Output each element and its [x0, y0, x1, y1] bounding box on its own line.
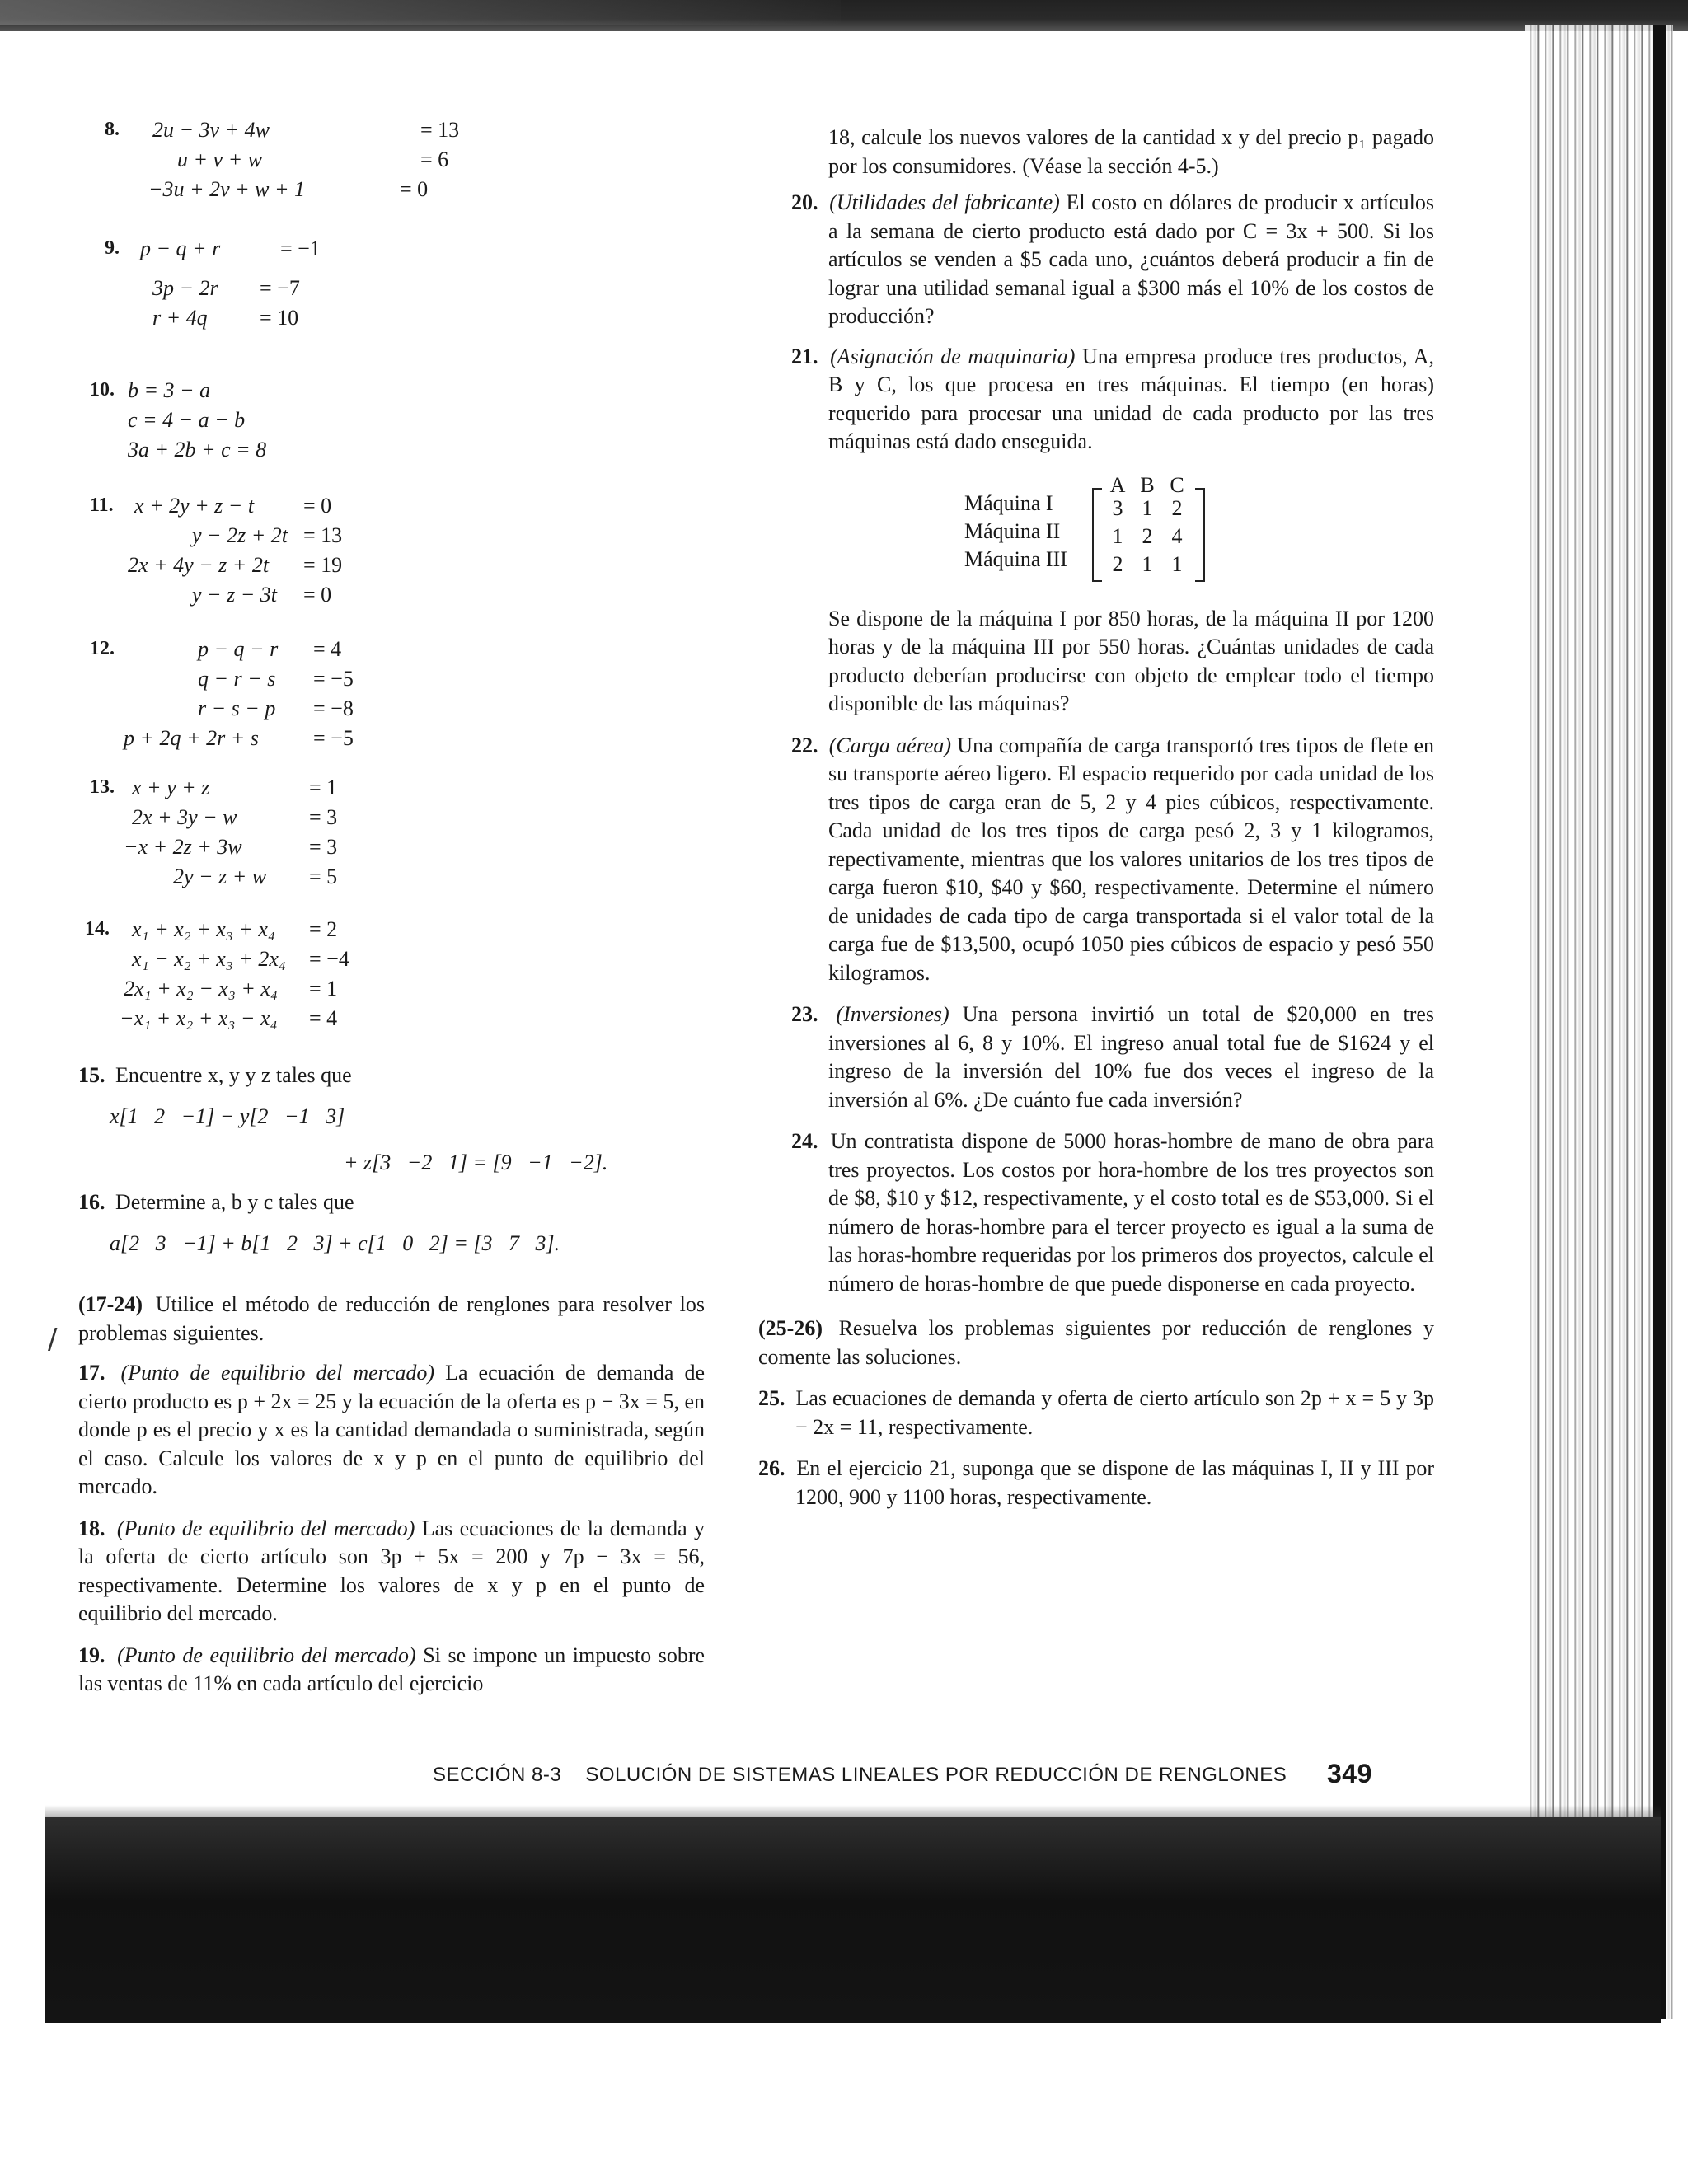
section-number: SECCIÓN 8-3: [433, 1764, 562, 1786]
equation-rhs: = −5: [313, 667, 354, 691]
problem-title: (Carga aérea): [828, 733, 952, 757]
problem-number: 18.: [78, 1516, 106, 1540]
problem-19-continued: [758, 124, 1434, 180]
problem-title: (Utilidades del fabricante): [829, 190, 1060, 214]
equation-rhs: = 13: [420, 118, 460, 142]
scan-top-highlight: [0, 0, 841, 25]
equation-lhs: y − 2z + 2t: [192, 523, 288, 547]
equation-lhs: p + 2q + 2r + s: [124, 726, 259, 750]
matrix-row-label: Máquina II: [964, 518, 1061, 543]
problem-21-continued: [758, 605, 1434, 719]
problem-9: [78, 234, 705, 358]
problem-text: Una empresa produce tres productos, A, B y C, los que procesa en tres máquinas. El tiempo (en horas) requerido para procesar una unidad de cada producto por las tres máquinas está dado enseguida.: [828, 344, 1434, 453]
matrix-bracket-right: [1195, 488, 1205, 582]
equation-rhs: = 3: [309, 805, 338, 829]
equation-lhs: 2x₁ + x₂ − x₃ + x₄: [124, 977, 278, 1001]
problem-21: [758, 343, 1434, 457]
section-intro-25-26: [758, 1315, 1434, 1371]
equation-rhs: = −1: [280, 237, 321, 260]
equation-lhs: x + 2y + z − t: [134, 494, 255, 518]
equation-rhs: = −5: [313, 726, 354, 750]
equation-rhs: = −4: [309, 947, 349, 971]
section-intro-17-24: [78, 1291, 705, 1347]
machine-hours-matrix: [758, 473, 1434, 605]
equation-lhs: 3p − 2r: [152, 276, 218, 300]
problem-number: 10.: [90, 379, 115, 401]
problem-number: 13.: [90, 776, 115, 798]
vector-equation: a[2 3 −1] + b[1 2 3] + c[1 0 2] = [3 7 3].: [110, 1231, 560, 1255]
matrix-cell: 1: [1142, 551, 1153, 576]
matrix-cell: 2: [1142, 523, 1153, 548]
problem-number: 9.: [105, 237, 120, 259]
problem-text: El costo en dólares de producir x artículos a la semana de cierto producto está dado por C = 3x + 500. Si los artículos se venden a $5 cada uno, ¿cuántos deberá producir a fin de lograr una utilidad semanal igual a $300 más el 10% de los costos de producción?: [828, 190, 1435, 328]
problem-text: La ecuación de demanda de cierto producto es p + 2x = 25 y la ecuación de la oferta es p − 3x = 5, en donde p es el precio y x es la cantidad demandada o suministrada, según el caso. Calcule los valores de x y p en el punto de equilibrio del mercado.: [78, 1361, 705, 1498]
problem-text: Un contratista dispone de 5000 horas-hombre de mano de obra para tres proyectos. Los costos por hora-hombre de los tres proyectos son de $8, $10 y $12, respectivamente, y el costo total es de $53,000. Si el número de horas-hombre para el tercer proyecto es igual a la suma de las horas-hombre requeridas por los primeros dos proyectos, calcule el número de horas-hombre de que puede disponerse en cada proyecto.: [828, 1129, 1435, 1296]
equation-lhs: 2x + 3y − w: [132, 805, 237, 829]
problem-number: 21.: [791, 344, 818, 368]
left-column: [78, 115, 705, 1699]
matrix-col-header: B: [1140, 472, 1155, 497]
matrix-cell: 1: [1142, 495, 1153, 520]
problem-title: (Punto de equilibrio del mercado): [117, 1643, 416, 1667]
equation: b = 3 − a: [128, 378, 211, 402]
problem-15: [78, 1062, 705, 1185]
matrix-row-label: Máquina III: [964, 546, 1067, 571]
equation-rhs: = 0: [400, 177, 429, 201]
problem-text: Si se impone un impuesto sobre las ventas de 11% en cada artículo del ejercicio: [78, 1643, 706, 1695]
problem-number: 24.: [791, 1129, 818, 1153]
equation-lhs: x₁ − x₂ + x₃ + 2x₄: [132, 947, 286, 971]
equation-lhs: r + 4q: [152, 306, 208, 330]
problem-text: 18, calcule los nuevos valores de la cantidad x y del precio p₁ pagado por los consumidores. (Véase la sección 4-5.): [828, 125, 1434, 178]
page-binding-edge: [1525, 25, 1673, 2019]
problem-20: [758, 189, 1434, 331]
problem-17: [78, 1359, 705, 1502]
problem-text: Una persona invirtió un total de $20,000 en tres inversiones al 6, 8 y 10%. El ingreso anual total fue de $1624 y el ingreso de la inversión del 10% fue dos veces el ingreso de la inversión al 6%. ¿De cuánto fue cada inversión?: [828, 1002, 1435, 1112]
matrix-cell: 1: [1171, 551, 1183, 576]
equation-rhs: = 10: [260, 306, 299, 330]
vector-equation: + z[3 −2 1] = [9 −1 −2].: [344, 1151, 608, 1174]
problem-22: [758, 732, 1434, 988]
equation-lhs: x₁ + x₂ + x₃ + x₄: [132, 917, 275, 941]
matrix-bracket-left: [1092, 488, 1102, 582]
problem-number: 15.: [78, 1063, 106, 1087]
equation: c = 4 − a − b: [128, 408, 246, 432]
equation-rhs: = 6: [420, 148, 449, 171]
problem-title: (Inversiones): [836, 1002, 950, 1026]
equation-rhs: = −7: [260, 276, 300, 300]
problem-24: [758, 1127, 1434, 1298]
matrix-row-label: Máquina I: [964, 490, 1053, 515]
equation-lhs: 2y − z + w: [173, 865, 267, 888]
problem-14: [78, 915, 705, 1037]
equation-lhs: 2x + 4y − z + 2t: [128, 553, 270, 577]
right-column: [758, 124, 1434, 1511]
problem-title: (Punto de equilibrio del mercado): [116, 1516, 415, 1540]
equation-lhs: −3u + 2v + w + 1: [148, 177, 306, 201]
equation-rhs: = 5: [309, 865, 338, 888]
problem-12: [78, 635, 705, 757]
scan-bottom-shadow: [45, 1817, 1661, 2023]
equation-rhs: = 1: [309, 977, 338, 1001]
vector-equation: x[1 2 −1] − y[2 −1 3]: [110, 1104, 345, 1128]
problem-number: 16.: [78, 1190, 106, 1214]
problem-19: [78, 1642, 705, 1699]
problem-25: [758, 1385, 1434, 1441]
problem-16: [78, 1188, 705, 1271]
equation-rhs: = 2: [309, 917, 338, 941]
problem-10: [78, 376, 705, 466]
equation-rhs: = 0: [303, 583, 332, 607]
problem-number: 19.: [78, 1643, 106, 1667]
equation: 3a + 2b + c = 8: [128, 438, 267, 462]
problem-number: 8.: [105, 119, 120, 140]
section-title: SOLUCIÓN DE SISTEMAS LINEALES POR REDUCCIÓN DE RENGLONES: [585, 1764, 1287, 1786]
problem-11: [78, 491, 705, 613]
equation-rhs: = −8: [313, 696, 354, 720]
problem-range: (17-24): [78, 1292, 143, 1316]
equation-rhs: = 0: [303, 494, 332, 518]
equation-lhs: r − s − p: [198, 696, 276, 720]
equation-rhs: = 13: [303, 523, 343, 547]
problem-title: (Punto de equilibrio del mercado): [120, 1361, 435, 1385]
matrix-cell: 2: [1171, 495, 1183, 520]
problem-number: 25.: [758, 1386, 785, 1410]
equation-rhs: = 4: [313, 637, 342, 661]
equation-rhs: = 1: [309, 776, 338, 799]
equation-rhs: = 3: [309, 835, 338, 859]
matrix-cell: 4: [1171, 523, 1183, 548]
matrix-cell: 2: [1112, 551, 1123, 576]
equation-lhs: u + v + w: [177, 148, 262, 171]
intro-text: Resuelva los problemas siguientes por reducción de renglones y comente las soluciones.: [758, 1316, 1435, 1369]
matrix-cell: 1: [1112, 523, 1123, 548]
problem-number: 14.: [85, 918, 110, 940]
problem-text: Las ecuaciones de demanda y oferta de cierto artículo son 2p + x = 5 y 3p − 2x = 11, respectivamente.: [795, 1386, 1435, 1439]
problem-range: (25-26): [758, 1316, 823, 1340]
problem-text: En el ejercicio 21, suponga que se dispone de las máquinas I, II y III por 1200, 900 y 1100 horas, respectivamente.: [795, 1456, 1434, 1509]
problem-18: [78, 1515, 705, 1629]
problem-text: Se dispone de la máquina I por 850 horas, de la máquina II por 1200 horas y de la máquina III por 550 horas. ¿Cuántas unidades de cada producto deberían producirse con objeto de emplear todo el tiempo disponible de las máquinas?: [828, 606, 1434, 715]
equation-rhs: = 4: [309, 1006, 338, 1030]
problem-26: [758, 1455, 1434, 1511]
problem-number: 17.: [78, 1361, 106, 1385]
problem-number: 11.: [90, 494, 114, 516]
matrix-col-header: A: [1109, 472, 1126, 497]
matrix-col-header: C: [1170, 472, 1184, 497]
problem-number: 23.: [791, 1002, 818, 1026]
problem-text: Determine a, b y c tales que: [115, 1190, 354, 1214]
equation-lhs: −x₁ + x₂ + x₃ − x₄: [120, 1006, 278, 1030]
equation-lhs: −x + 2z + 3w: [124, 835, 242, 859]
problem-8: [78, 115, 705, 206]
equation-lhs: y − z − 3t: [192, 583, 277, 607]
problem-text: Las ecuaciones de la demanda y la oferta de cierto artículo son 3p + 5x = 200 y 7p − 3x = 56, respectivamente. Determine los valores de x y p en el punto de equilibrio del mercado.: [78, 1516, 706, 1625]
matrix-cell: 3: [1112, 495, 1123, 520]
equation-lhs: p − q + r: [140, 237, 221, 260]
binding-dark-edge: [1653, 25, 1666, 2019]
problem-text: Encuentre x, y y z tales que: [115, 1063, 352, 1087]
equation-lhs: x + y + z: [132, 776, 210, 799]
problem-number: 22.: [791, 733, 818, 757]
problem-title: (Asignación de maquinaria): [830, 344, 1076, 368]
page-footer: [433, 1759, 1381, 1788]
problem-13: [78, 773, 705, 895]
problem-number: 26.: [758, 1456, 785, 1480]
equation-lhs: p − q − r: [198, 637, 279, 661]
equation-lhs: q − r − s: [198, 667, 276, 691]
problem-23: [758, 1001, 1434, 1114]
equation-rhs: = 19: [303, 553, 343, 577]
intro-text: Utilice el método de reducción de renglones para resolver los problemas siguientes.: [78, 1292, 705, 1345]
problem-number: 20.: [791, 190, 818, 214]
pencil-slash-mark: /: [48, 1323, 58, 1356]
problem-text: Una compañía de carga transportó tres tipos de flete en su transporte aéreo ligero. El espacio requerido por cada unidad de los tres tipos de carga eran de 5, 2 y 4 pies cúbicos, respectivamente. Cada unidad de los tres tipos de carga pesó 2, 3 y 1 kilogramos, repectivamente, mientras que los valores unitarios de los tres tipos de carga fueron $10, $40 y $60, respectivamente. Determine el número de unidades de cada tipo de carga transportada si el valor total de la carga fue de $13,500, ocupó 1050 pies cúbicos de espacio y pesó 550 kilogramos.: [828, 733, 1435, 985]
problem-number: 12.: [90, 638, 115, 659]
equation-lhs: 2u − 3v + 4w: [152, 118, 270, 142]
page-number: 349: [1327, 1759, 1372, 1788]
